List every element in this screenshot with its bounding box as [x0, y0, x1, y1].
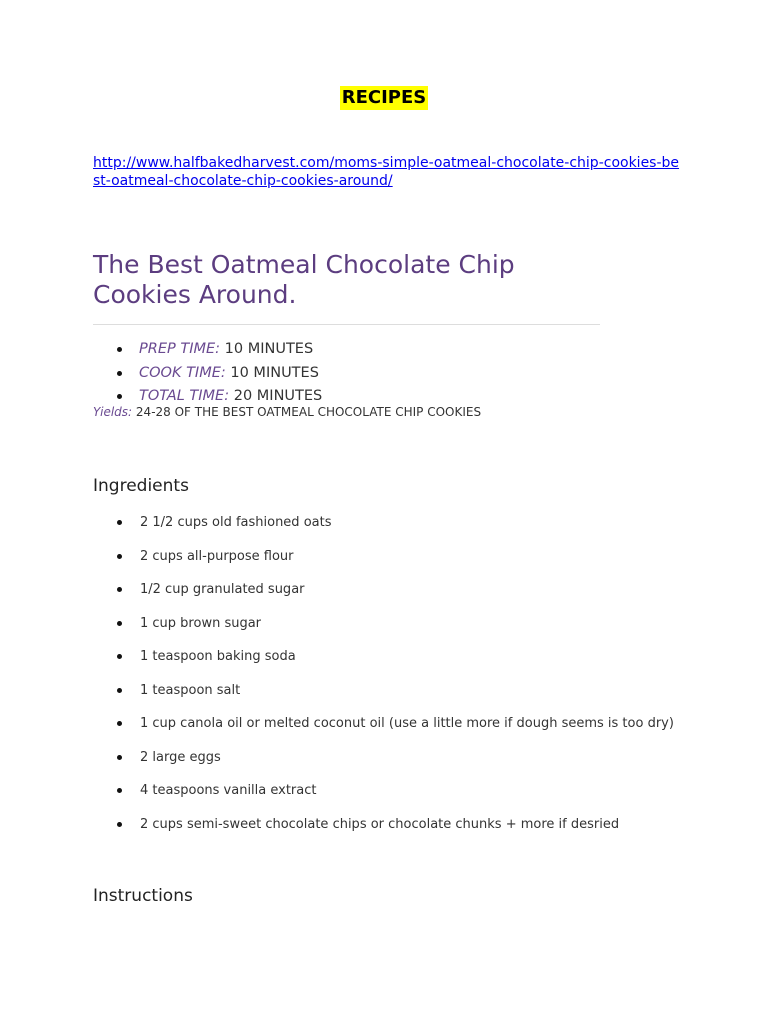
prep-time-label: PREP TIME:: [139, 341, 221, 357]
ingredients-heading: Ingredients: [93, 476, 189, 496]
recipes-heading: RECIPES: [341, 87, 427, 108]
ingredient-item: 2 1/2 cups old fashioned oats: [93, 514, 683, 531]
ingredient-item: 2 cups semi-sweet chocolate chips or chocolate chunks + more if desried: [93, 816, 683, 833]
prep-time-item: [93, 338, 322, 362]
ingredients-list: [93, 514, 683, 849]
instructions-heading: Instructions: [93, 886, 193, 906]
ingredient-item: 4 teaspoons vanilla extract: [93, 782, 683, 799]
recipe-title: The Best Oatmeal Chocolate Chip Cookies Around.: [93, 250, 515, 309]
total-time-label: TOTAL TIME:: [139, 388, 230, 404]
total-time-value: 20 MINUTES: [233, 388, 323, 404]
ingredient-item: 1 teaspoon baking soda: [93, 648, 683, 665]
ingredient-item: 1 cup canola oil or melted coconut oil (use a little more if dough seems is too dry): [93, 715, 683, 732]
recipe-times-list: [93, 338, 322, 409]
cook-time-label: COOK TIME:: [139, 364, 226, 381]
prep-time-value: 10 MINUTES: [224, 341, 314, 357]
cook-time-item: [93, 362, 322, 386]
source-url-link[interactable]: http://www.halfbakedharvest.com/moms-simple-oatmeal-chocolate-chip-cookies-best-oatmeal-chocolate-chip-cookies-around/: [93, 155, 680, 189]
cook-time-value: 10 MINUTES: [230, 364, 319, 381]
ingredient-item: 1/2 cup granulated sugar: [93, 581, 683, 598]
title-divider: [93, 324, 600, 325]
recipe-yields: [93, 404, 481, 420]
ingredient-item: 2 large eggs: [93, 749, 683, 766]
yields-label: Yields:: [93, 405, 133, 419]
ingredient-item: 1 teaspoon salt: [93, 682, 683, 699]
yields-value: 24-28 OF THE BEST OATMEAL CHOCOLATE CHIP COOKIES: [135, 405, 482, 419]
ingredient-item: 2 cups all-purpose flour: [93, 548, 683, 565]
heading-container: [0, 86, 768, 110]
ingredient-item: 1 cup brown sugar: [93, 615, 683, 632]
